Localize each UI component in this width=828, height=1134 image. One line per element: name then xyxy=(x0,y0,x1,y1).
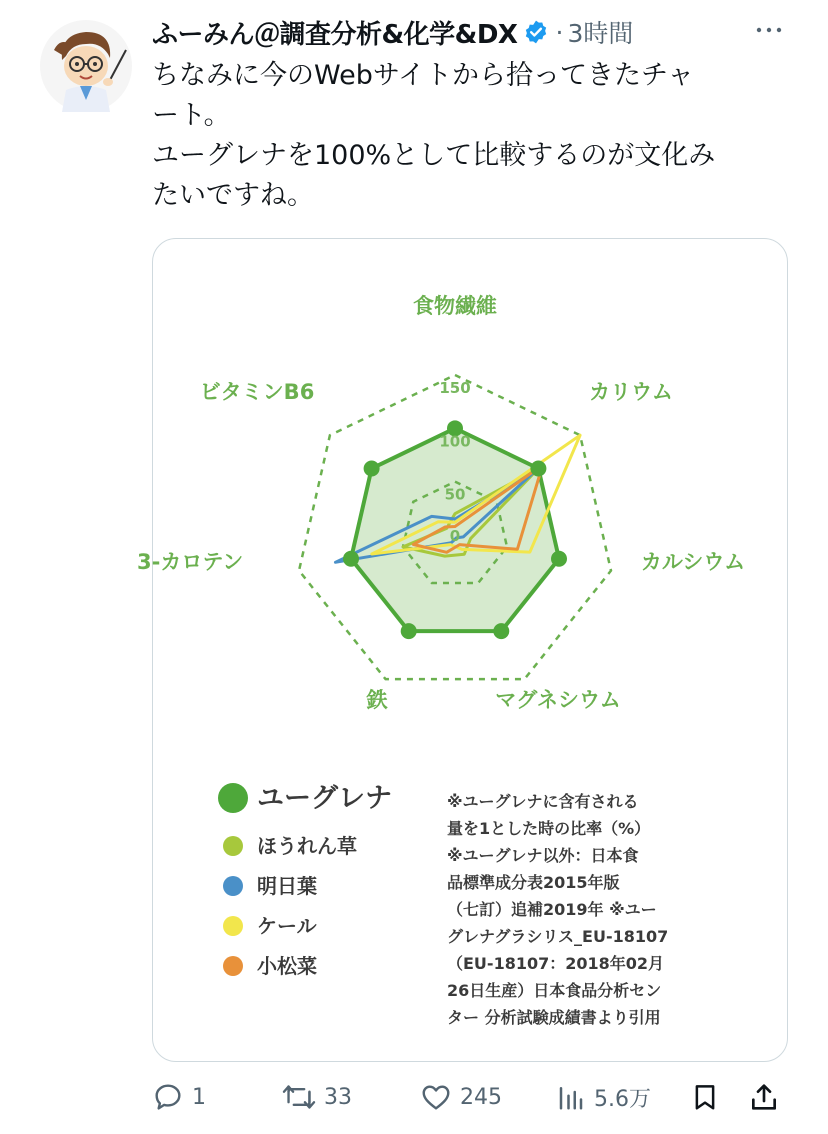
bookmark-button[interactable] xyxy=(690,1072,720,1122)
legend-marker xyxy=(223,836,243,856)
verified-badge-icon xyxy=(523,19,549,45)
tweet-time[interactable]: 3時間 xyxy=(567,19,634,48)
bookmark-icon xyxy=(690,1081,720,1113)
author-name[interactable]: ふーみん＠調査分析&化学&DX xyxy=(152,19,518,50)
legend-label: ユーグレナ xyxy=(257,783,392,814)
axis-label: カルシウム xyxy=(640,550,746,574)
axis-label: ビタミンB6 xyxy=(199,380,315,404)
tick-label: 150 xyxy=(439,379,471,397)
axis-label: マグネシウム xyxy=(495,688,621,712)
legend-marker xyxy=(223,916,243,936)
note-line: グレナグラシリス_EU-18107 xyxy=(447,927,669,946)
view-count: 5.6万 xyxy=(594,1086,651,1112)
radar-chart xyxy=(137,239,787,1061)
legend-marker xyxy=(218,783,248,813)
tick-label: 100 xyxy=(439,432,471,451)
tweet-text-line: ート。 xyxy=(152,100,231,131)
share-icon xyxy=(748,1081,780,1113)
series-1-point xyxy=(364,460,380,476)
like-icon xyxy=(420,1081,452,1113)
note-line: （七訂）追補2019年 ※ユー xyxy=(447,900,657,919)
note-line: （EU-18107：2018年02月 xyxy=(447,954,665,973)
retweet-icon xyxy=(282,1081,316,1113)
tweet-text-line: ちなみに今のWebサイトから拾ってきたチャ xyxy=(152,60,695,91)
reply-icon xyxy=(152,1081,184,1113)
legend-label: 明日葉 xyxy=(257,874,317,898)
tweet-actions xyxy=(152,1072,788,1122)
legend-marker xyxy=(223,876,243,896)
tweet-header xyxy=(152,12,802,52)
series-1-point xyxy=(493,623,509,639)
more-icon[interactable] xyxy=(752,14,786,46)
tweet-media-card[interactable] xyxy=(137,238,788,1062)
tweet-text-line: たいですね。 xyxy=(152,180,314,211)
legend-label: ほうれん草 xyxy=(257,834,357,858)
note-line: ※ユーグレナに含有される xyxy=(447,792,639,811)
legend-marker xyxy=(223,956,243,976)
note-line: 品標準成分表2015年版 xyxy=(447,873,620,892)
retweet-count: 33 xyxy=(324,1084,352,1110)
share-button[interactable] xyxy=(748,1072,780,1122)
tweet-separator: · xyxy=(555,17,564,47)
reply-count: 1 xyxy=(192,1084,206,1110)
like-button[interactable] xyxy=(420,1072,502,1122)
tweet-text-line: ユーグレナを100%として比較するのが文化み xyxy=(152,140,716,171)
axis-label: 3-カロテン xyxy=(137,550,244,574)
reply-button[interactable] xyxy=(152,1072,206,1122)
tweet-text xyxy=(152,56,792,216)
legend-label: ケール xyxy=(257,914,317,938)
retweet-button[interactable] xyxy=(282,1072,352,1122)
note-line: ター 分析試験成績書より引用 xyxy=(447,1008,661,1027)
axis-label: カリウム xyxy=(589,380,673,404)
note-line: 量を1とした時の比率（%） xyxy=(447,819,651,838)
note-line: 26日生産）日本食品分析セン xyxy=(447,981,662,1000)
avatar[interactable] xyxy=(40,20,132,112)
note-line: ※ユーグレナ以外：日本食 xyxy=(447,846,639,865)
like-count: 245 xyxy=(460,1084,502,1110)
legend-label: 小松菜 xyxy=(257,954,317,978)
axis-label: 鉄 xyxy=(366,688,388,712)
views-button[interactable] xyxy=(556,1072,651,1122)
tick-label: 0 xyxy=(449,527,461,545)
series-1-point xyxy=(401,623,417,639)
series-1-point xyxy=(551,551,567,567)
series-1-point xyxy=(530,460,546,476)
axis-label: 食物繊維 xyxy=(413,294,497,318)
views-icon xyxy=(556,1081,586,1113)
tick-label: 50 xyxy=(444,485,466,504)
series-1-point xyxy=(343,551,359,567)
